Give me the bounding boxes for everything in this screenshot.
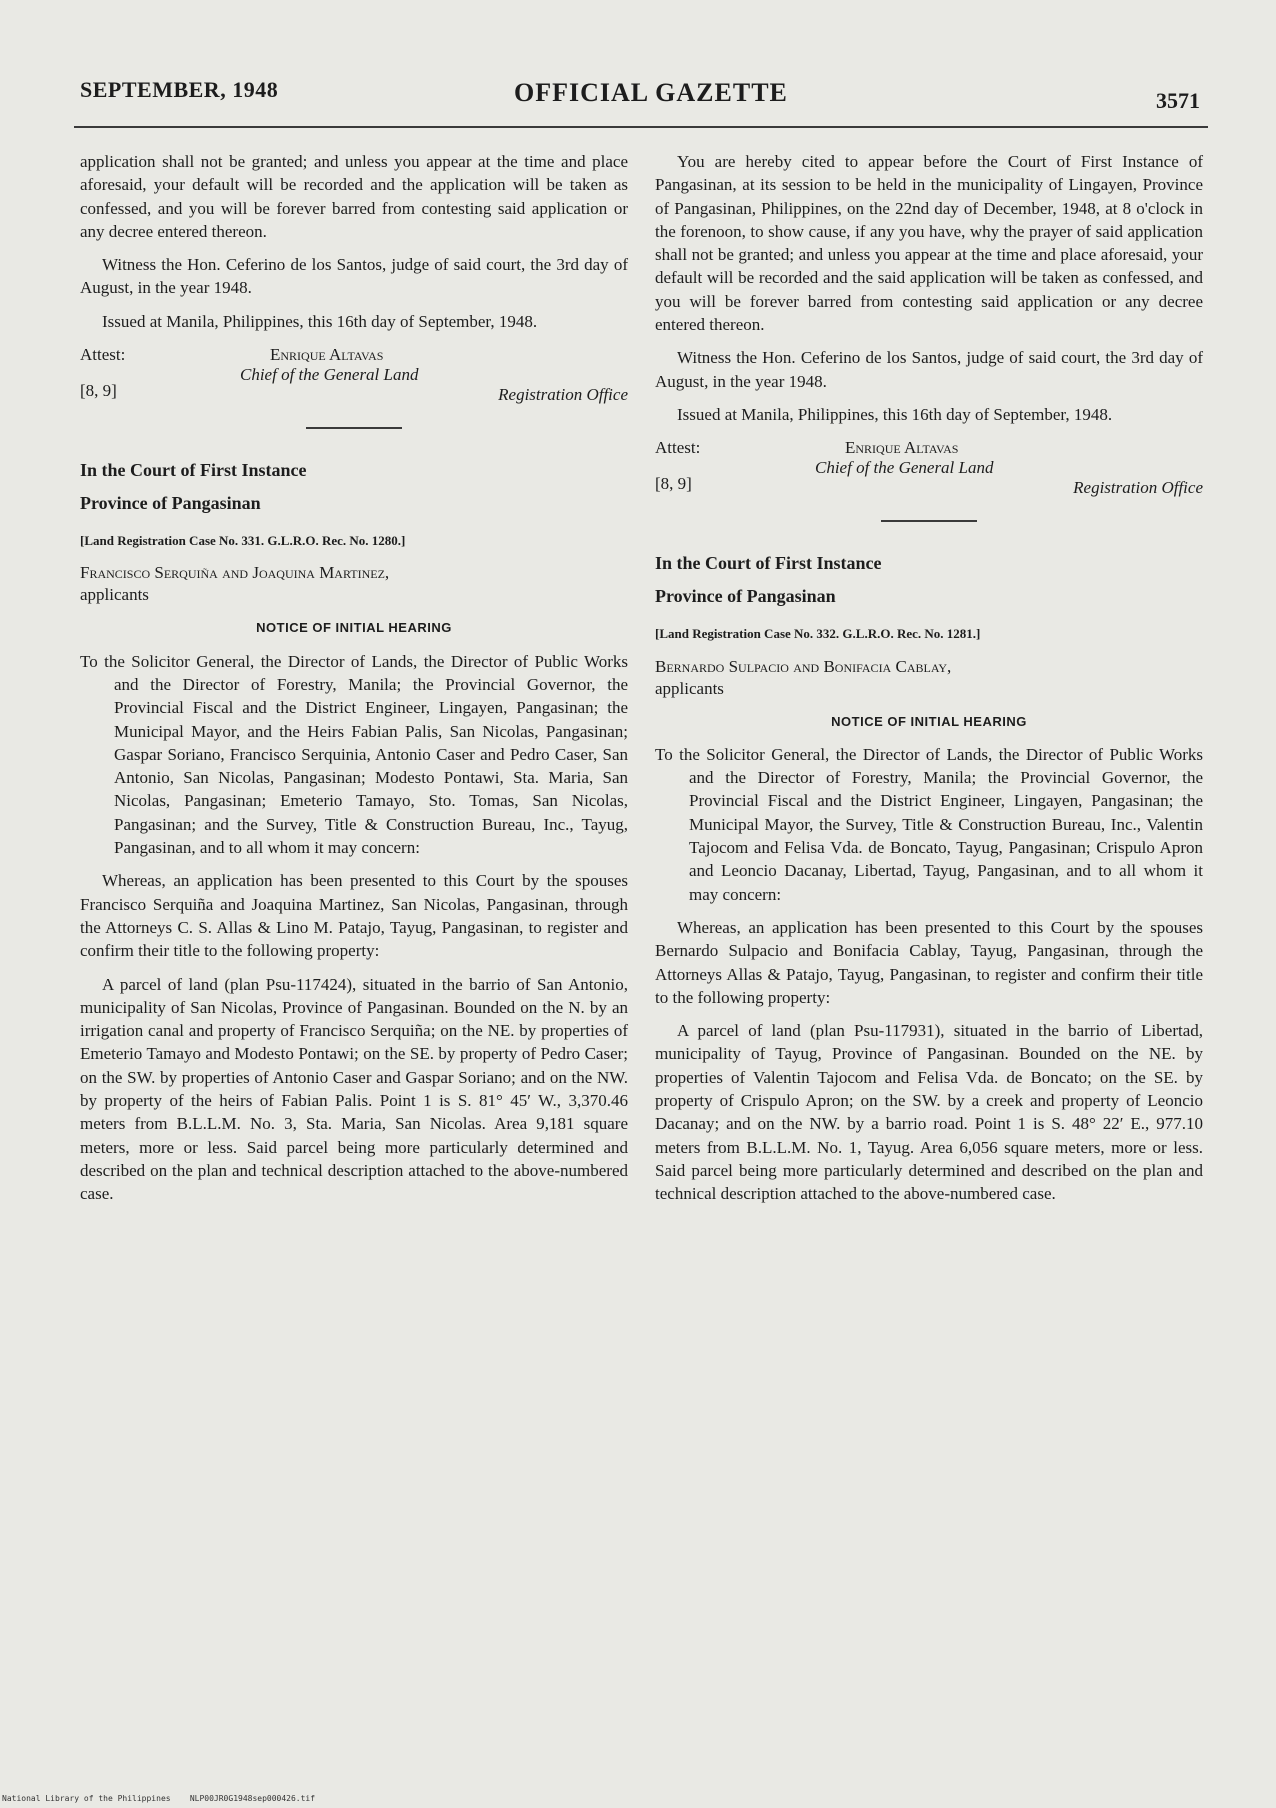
issue-date: SEPTEMBER, 1948 [80, 77, 279, 102]
parcel-description: A parcel of land (plan Psu-117424), situated in the barrio of San Antonio, municipality of San Nicolas, Province of Pangasinan. Bounded on the N. by an irrigation canal and property of Francisco Serquiña; on the NE. by properties of Emeterio Tamayo and Modesto Pontawi; on the SE. by property of Pedro Caser; on the SW. by properties of Antonio Caser and Gaspar Soriano; and on the NW. by property of the heirs of Fabian Palis. Point 1 is S. 81° 45′ W., 3,370.46 meters from B.L.L.M. No. 3, Sta. Maria, San Nicolas. Area 9,181 square meters, more or less. Said parcel being more particularly determined and described on the plan and technical description attached to the above-numbered case. [80, 974, 628, 1204]
notice-title: NOTICE OF INITIAL HEARING [256, 620, 452, 636]
page-number: 3571 [1156, 88, 1200, 113]
parcel-description: A parcel of land (plan Psu-117931), situated in the barrio of Libertad, municipality of Tayug, Province of Pangasinan. Bounded on the NE. by properties of Valentin Tajocom and Felisa Vda. de Boncato; on the SE. by property of Crispulo Apron; on the SW. by a creek and property of Leoncio Dacanay; and on the NW. by a barrio road. Point 1 is S. 48° 22′ E., 977.10 meters from B.L.L.M. No. 1, Tayug. Area 6,056 square meters, more or less. Said parcel being more particularly determined and described on the plan and technical description attached to the above-numbered case. [655, 1021, 1203, 1204]
continued-paragraph: application shall not be granted; and unless you appear at the time and place aforesaid, your default will be recorded and the application will be taken as confessed, and you will be forever barred from contesting said application or any decree entered thereon. [80, 152, 628, 241]
issue-reference: [8, 9] [655, 474, 692, 494]
case-reference: [Land Registration Case No. 332. G.L.R.O. Rec. No. 1281.] [655, 626, 981, 642]
court-name: In the Court of First Instance [655, 553, 882, 574]
applicants-block [80, 562, 628, 606]
whereas-paragraph: Whereas, an application has been presented to this Court by the spouses Bernardo Sulpacio and Bonifacia Cablay, Tayug, Pangasinan, through the Attorneys Allas & Patajo, Tayug, Pangasinan, to register and confirm their title to the following property: [655, 917, 1203, 1007]
applicants-label: applicants [80, 585, 149, 605]
signatory-title-line-2: Registration Office [1073, 478, 1203, 498]
applicant-names: Bernardo Sulpacio and Bonifacia Cablay, [655, 656, 952, 676]
attest-label: Attest: [80, 345, 126, 365]
signatory-title-line-2: Registration Office [498, 385, 628, 405]
case-reference: [Land Registration Case No. 331. G.L.R.O. Rec. No. 1280.] [80, 533, 406, 549]
section-divider [306, 427, 402, 429]
page-header [80, 72, 1200, 122]
attestation-block [655, 436, 1203, 498]
addressees-paragraph: To the Solicitor General, the Director of Lands, the Director of Public Works and the Director of Forestry, Manila; the Provincial Governor, the Provincial Fiscal and the District Engineer, Lingayen, Pangasinan; the Municipal Mayor, and the Heirs Fabian Palis, San Nicolas, Pangasinan; Gaspar Soriano, Francisco Serquinia, Antonio Caser and Pedro Caser, San Antonio, San Nicolas, Pangasinan; Modesto Pontawi, Sta. Maria, San Nicolas, Pangasinan; Emeterio Tamayo, Sto. Tomas, San Nicolas, Pangasinan; and the Survey, Title & Construction Bureau, Inc., Tayug, Pangasinan, and to all whom it may concern: [80, 651, 628, 858]
notice-title: NOTICE OF INITIAL HEARING [831, 713, 1027, 729]
section-divider [881, 520, 977, 522]
signatory-name: Enrique Altavas [845, 438, 959, 458]
right-column [655, 150, 1203, 1216]
applicants-label: applicants [655, 678, 724, 698]
witness-paragraph: Witness the Hon. Ceferino de los Santos, judge of said court, the 3rd day of August, in the year 1948. [80, 255, 628, 298]
signatory-title-line-1: Chief of the General Land [240, 365, 419, 385]
applicant-names: Francisco Serquiña and Joaquina Martinez, [80, 563, 390, 583]
header-rule [74, 126, 1208, 128]
court-province: Province of Pangasinan [655, 586, 836, 607]
publication-title: OFFICIAL GAZETTE [514, 78, 788, 107]
attestation-block [80, 343, 628, 405]
signatory-name: Enrique Altavas [270, 345, 384, 365]
whereas-paragraph: Whereas, an application has been presented to this Court by the spouses Francisco Serquiña and Joaquina Martinez, San Nicolas, Pangasinan, through the Attorneys C. S. Allas & Lino M. Patajo, Tayug, Pangasinan, to register and confirm their title to the following property: [80, 871, 628, 961]
addressees-paragraph: To the Solicitor General, the Director of Lands, the Director of Public Works and the Director of Forestry, Manila; the Provincial Governor, the Provincial Fiscal and the District Engineer, Lingayen, Pangasinan; the Municipal Mayor, the Survey, Title & Construction Bureau, Inc., Valentin Tajocom and Felisa Vda. de Boncato, Tayug, Pangasinan; Crispulo Apron and Leoncio Dacanay, Libertad, Tayug, Pangasinan, and to all whom it may concern: [655, 744, 1203, 904]
attest-label: Attest: [655, 438, 701, 458]
signatory-title-line-1: Chief of the General Land [815, 458, 994, 478]
court-province: Province of Pangasinan [80, 493, 261, 514]
court-name: In the Court of First Instance [80, 460, 307, 481]
issue-reference: [8, 9] [80, 381, 117, 401]
applicants-block [655, 656, 1203, 700]
witness-paragraph: Witness the Hon. Ceferino de los Santos, judge of said court, the 3rd day of August, in the year 1948. [655, 348, 1203, 391]
left-column [80, 150, 628, 1216]
issued-paragraph: Issued at Manila, Philippines, this 16th day of September, 1948. [102, 311, 538, 331]
scan-source-footer: National Library of the Philippines NLP00JR0G1948sep000426.tif [2, 1794, 316, 1803]
issued-paragraph: Issued at Manila, Philippines, this 16th day of September, 1948. [677, 404, 1113, 424]
citation-paragraph: You are hereby cited to appear before the Court of First Instance of Pangasinan, at its session to be held in the municipality of Lingayen, Province of Pangasinan, Philippines, on the 22nd day of December, 1948, at 8 o'clock in the forenoon, to show cause, if any you have, why the prayer of said application shall not be granted; and unless you appear at the time and place aforesaid, your default will be recorded and the said application will be taken as confessed, and you will be forever barred from contesting said application or any decree entered thereon. [655, 152, 1203, 335]
